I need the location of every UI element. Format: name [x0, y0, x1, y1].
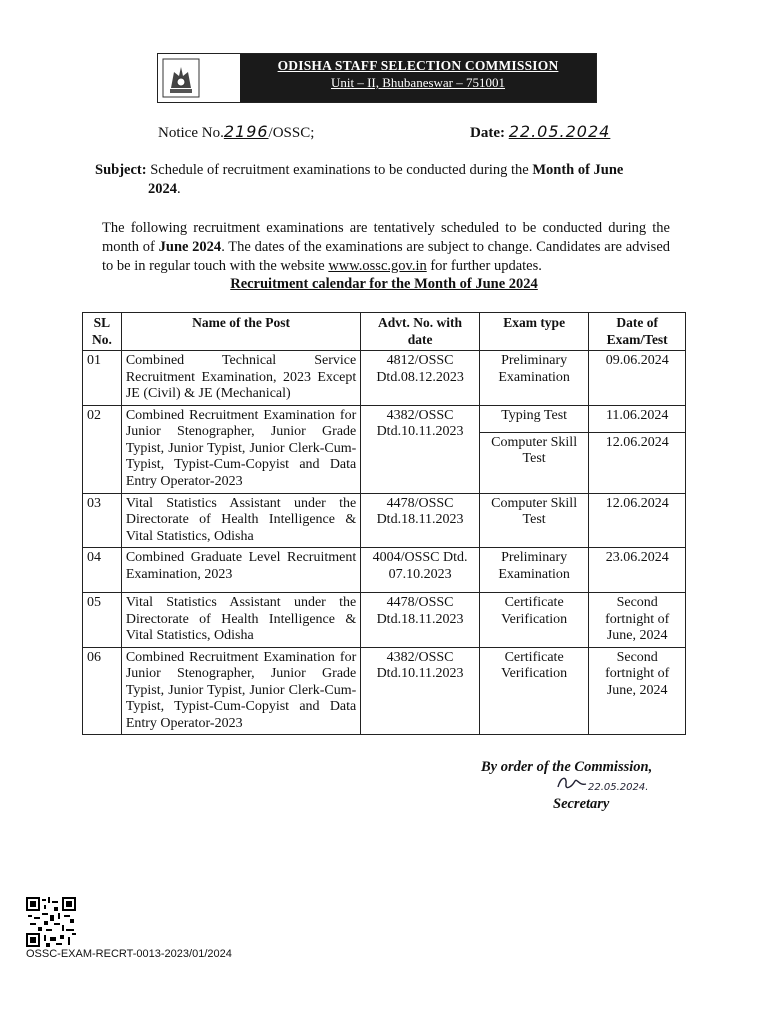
- calendar-title: Recruitment calendar for the Month of June 2024: [230, 276, 538, 292]
- table-row: [83, 548, 686, 593]
- cell-post: Vital Statistics Assistant under the Directorate of Health Intelligence & Vital Statistics, Odisha: [121, 493, 360, 548]
- cell-sl: 03: [83, 493, 122, 548]
- cell-exam-date: 12.06.2024: [589, 432, 686, 493]
- cell-sl: 06: [83, 647, 122, 735]
- state-emblem-icon: [162, 58, 200, 98]
- website-link[interactable]: www.ossc.gov.in: [328, 258, 427, 274]
- handwritten-notice-number: 2196: [223, 122, 269, 141]
- cell-exam-type: Computer Skill Test: [479, 432, 589, 493]
- cell-exam-type: Certificate Verification: [479, 647, 589, 735]
- cell-sl: 01: [83, 351, 122, 406]
- cell-exam-date: 09.06.2024: [589, 351, 686, 406]
- header-sl: SL No.: [83, 313, 122, 351]
- header-banner: [157, 53, 597, 103]
- cell-exam-type: Certificate Verification: [479, 593, 589, 648]
- cell-advt: 4004/OSSC Dtd. 07.10.2023: [361, 548, 480, 593]
- cell-sl: 05: [83, 593, 122, 648]
- cell-post: Combined Technical Service Recruitment Examination, 2023 Except JE (Civil) & JE (Mechanical): [121, 351, 360, 406]
- cell-exam-date: 11.06.2024: [589, 405, 686, 432]
- cell-sl: 04: [83, 548, 122, 593]
- qr-code-icon: [26, 897, 76, 947]
- cell-post: Vital Statistics Assistant under the Directorate of Health Intelligence & Vital Statistics, Odisha: [121, 593, 360, 648]
- cell-advt: 4382/OSSC Dtd.10.11.2023: [361, 405, 480, 493]
- signature-icon: [555, 772, 589, 794]
- cell-advt: 4478/OSSC Dtd.18.11.2023: [361, 493, 480, 548]
- intro-paragraph: The following recruitment examinations are tentatively scheduled to be conducted during the month of June 2024. The dates of the examinations are subject to change. Candidates are advised to be in regular touch with the website www.ossc.gov.in for further updates.: [102, 220, 670, 274]
- cell-post: Combined Graduate Level Recruitment Examination, 2023: [121, 548, 360, 593]
- signature-date: 22.05.2024.: [588, 782, 649, 793]
- header-exam-type: Exam type: [479, 313, 589, 351]
- cell-exam-date: 23.06.2024: [589, 548, 686, 593]
- cell-post: Combined Recruitment Examination for Junior Stenographer, Junior Grade Typist, Junior Typist, Junior Clerk-Cum-Typist, Typist-Cum-Copyist and Data Entry Operator-2023: [121, 647, 360, 735]
- table-row: [83, 647, 686, 735]
- cell-exam-type: Computer Skill Test: [479, 493, 589, 548]
- commission-name: ODISHA STAFF SELECTION COMMISSION: [277, 58, 559, 73]
- header-post: Name of the Post: [121, 313, 360, 351]
- subject-line: Subject: Schedule of recruitment examinations to be conducted during the Month of June 2024.: [95, 162, 624, 197]
- recruitment-calendar-table: [82, 312, 686, 735]
- document-reference: OSSC-EXAM-RECRT-0013-2023/01/2024: [26, 948, 232, 960]
- cell-exam-date: Second fortnight of June, 2024: [589, 593, 686, 648]
- table-header-row: [83, 313, 686, 351]
- banner-title-block: [240, 54, 596, 102]
- cell-advt: 4478/OSSC Dtd.18.11.2023: [361, 593, 480, 648]
- cell-exam-date: 12.06.2024: [589, 493, 686, 548]
- table-row: [83, 593, 686, 648]
- cell-sl: 02: [83, 405, 122, 493]
- cell-post: Combined Recruitment Examination for Junior Stenographer, Junior Grade Typist, Junior Typist, Junior Clerk-Cum-Typist, Typist-Cum-Copyist and Data Entry Operator-2023: [121, 405, 360, 493]
- cell-exam-date: Second fortnight of June, 2024: [589, 647, 686, 735]
- header-exam-date: Date of Exam/Test: [589, 313, 686, 351]
- cell-exam-type: Typing Test: [479, 405, 589, 432]
- cell-advt: 4382/OSSC Dtd.10.11.2023: [361, 647, 480, 735]
- header-advt: Advt. No. with date: [361, 313, 480, 351]
- table-row: [83, 405, 686, 432]
- handwritten-date: 22.05.2024: [508, 122, 611, 141]
- commission-address: Unit – II, Bhubaneswar – 751001: [330, 75, 506, 90]
- by-order-line: By order of the Commission,: [481, 759, 653, 775]
- table-row: [83, 493, 686, 548]
- notice-date: Date: 22.05.2024: [470, 122, 611, 141]
- cell-exam-type: Preliminary Examination: [479, 548, 589, 593]
- cell-exam-type: Preliminary Examination: [479, 351, 589, 406]
- notice-number: Notice No.2196/OSSC;: [158, 122, 315, 141]
- signatory-designation: Secretary: [553, 796, 610, 812]
- cell-advt: 4812/OSSC Dtd.08.12.2023: [361, 351, 480, 406]
- table-row: [83, 351, 686, 406]
